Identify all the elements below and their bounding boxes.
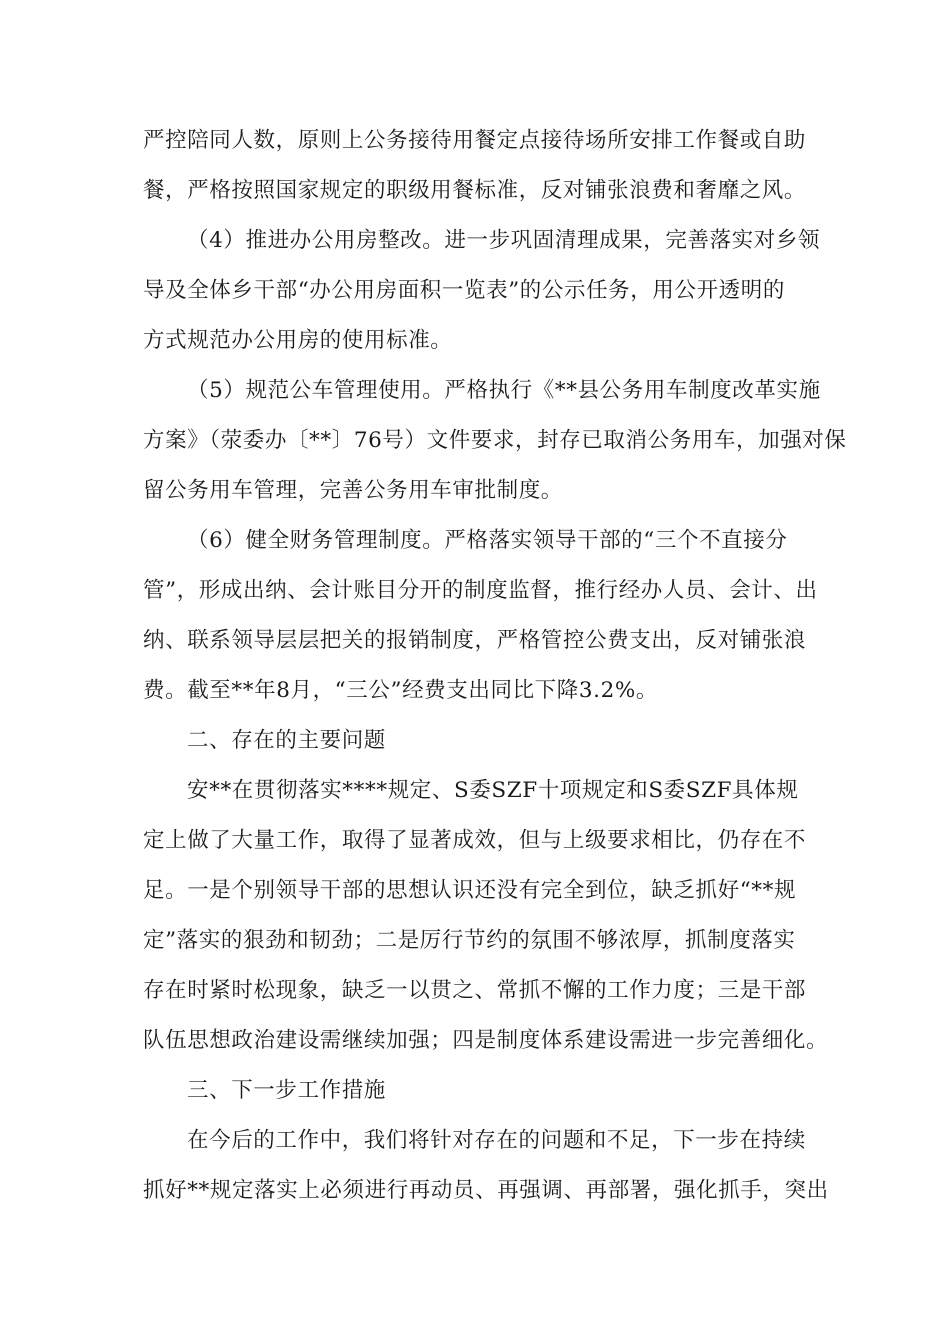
text-line: 费。截至**年8月，“三公”经费支出同比下降3.2%。 bbox=[143, 678, 658, 703]
text-line: 餐，严格按照国家规定的职级用餐标准，反对铺张浪费和奢靡之风。 bbox=[143, 178, 807, 203]
text-line: 定上做了大量工作，取得了显著成效，但与上级要求相比，仍存在不 bbox=[143, 828, 807, 853]
paragraph-item-5-vehicles bbox=[143, 366, 847, 516]
text-line: 纳、联系领导层层把关的报销制度，严格管控公费支出，反对铺张浪 bbox=[143, 628, 807, 653]
text-line: 管”，形成出纳、会计账目分开的制度监督，推行经办人员、会计、出 bbox=[143, 578, 818, 603]
document-page bbox=[143, 116, 847, 1216]
text-line: 导及全体乡干部“办公用房面积一览表”的公示任务，用公开透明的 bbox=[143, 278, 785, 303]
text-line: 方案》（荥委办〔**〕76号）文件要求，封存已取消公务用车，加强对保 bbox=[143, 428, 847, 453]
text-line: 安**在贯彻落实****规定、S委SZF十项规定和S委SZF具体规 bbox=[187, 778, 799, 803]
text-line: （4）推进办公用房整改。进一步巩固清理成果，完善落实对乡领 bbox=[187, 228, 821, 253]
section-heading-next-steps bbox=[143, 1066, 811, 1116]
paragraph-next-steps bbox=[143, 1116, 829, 1216]
text-line: 抓好**规定落实上必须进行再动员、再强调、再部署，强化抓手，突出 bbox=[143, 1178, 829, 1203]
text-line: 严控陪同人数，原则上公务接待用餐定点接待场所安排工作餐或自助 bbox=[143, 128, 807, 153]
paragraph-main-problems bbox=[143, 766, 829, 1066]
text-line: 存在时紧时松现象，缺乏一以贯之、常抓不懈的工作力度；三是干部 bbox=[143, 978, 807, 1003]
paragraph-item-6-finance bbox=[143, 516, 818, 716]
text-line: （6）健全财务管理制度。严格落实领导干部的“三个不直接分 bbox=[187, 528, 788, 553]
text-line: 留公务用车管理，完善公务用车审批制度。 bbox=[143, 478, 563, 503]
text-line: 在今后的工作中，我们将针对存在的问题和不足，下一步在持续 bbox=[187, 1128, 806, 1153]
section-heading-problems bbox=[143, 716, 811, 766]
text-line: 定”落实的狠劲和韧劲；二是厉行节约的氛围不够浓厚，抓制度落实 bbox=[143, 928, 796, 953]
heading-text: 三、下一步工作措施 bbox=[187, 1078, 386, 1103]
paragraph-reception-continued bbox=[143, 116, 811, 216]
text-line: 足。一是个别领导干部的思想认识还没有完全到位，缺乏抓好“**规 bbox=[143, 878, 797, 903]
heading-text: 二、存在的主要问题 bbox=[187, 728, 386, 753]
text-line: 方式规范办公用房的使用标准。 bbox=[143, 328, 453, 353]
text-line: （5）规范公车管理使用。严格执行《**县公务用车制度改革实施 bbox=[187, 378, 821, 403]
paragraph-item-4-office-space bbox=[143, 216, 821, 366]
text-line: 队伍思想政治建设需继续加强；四是制度体系建设需进一步完善细化。 bbox=[143, 1028, 829, 1053]
